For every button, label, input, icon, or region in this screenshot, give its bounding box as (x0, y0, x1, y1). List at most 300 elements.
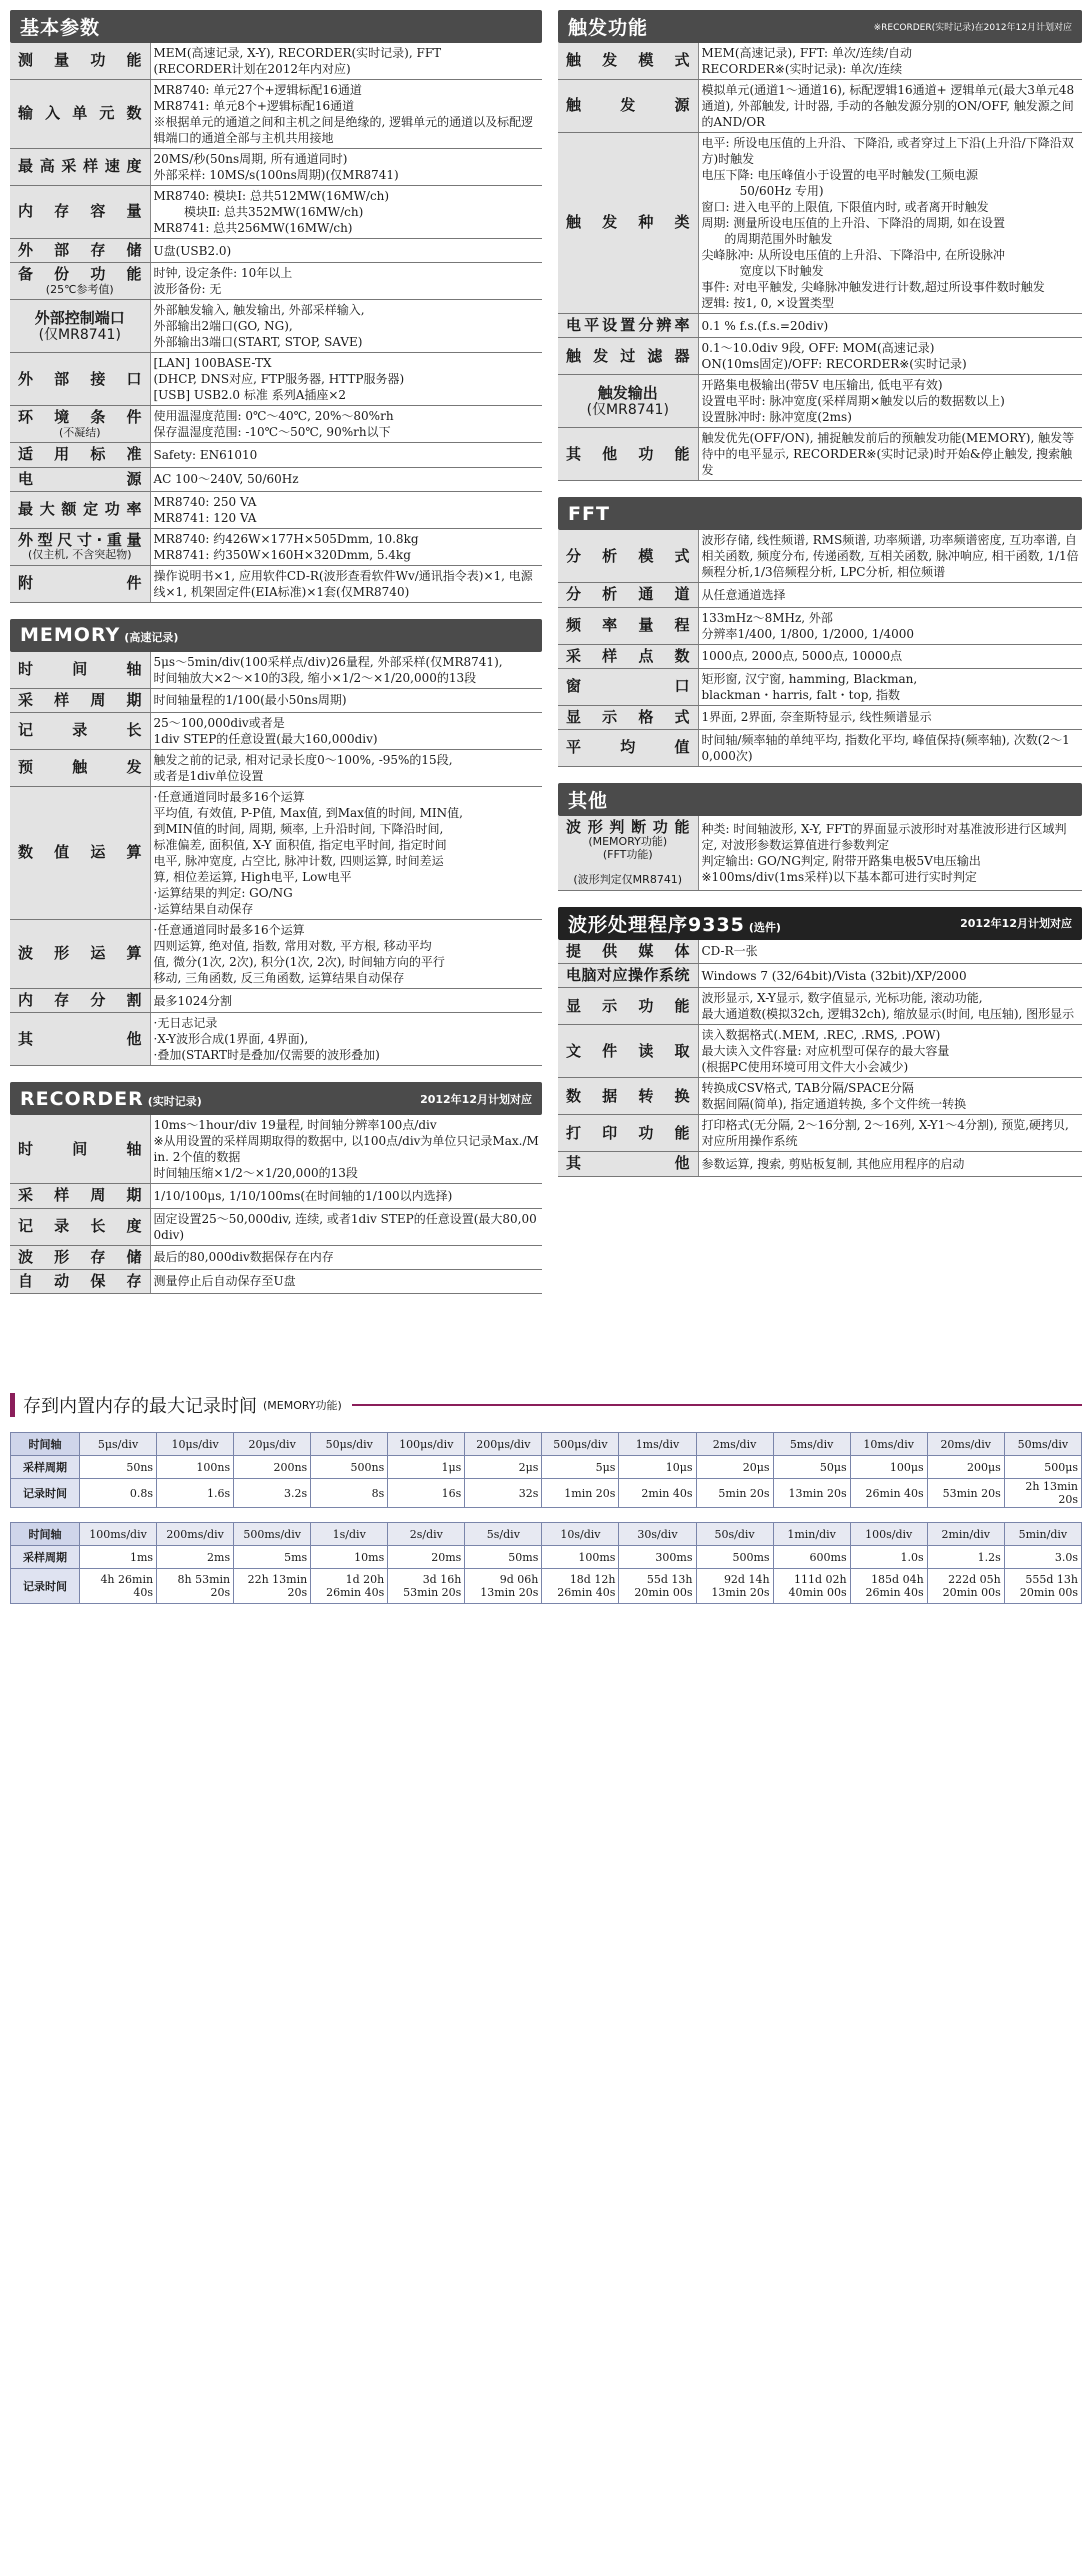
spec-value: 0.1 % f.s.(f.s.=20div) (698, 314, 1082, 338)
spec-row (558, 1115, 1082, 1152)
record-time-cell: 5min/div (1004, 1523, 1081, 1546)
record-time-cell: 10μs/div (157, 1433, 234, 1456)
spec-label (10, 239, 150, 263)
spec-label-text: 记录长度 (18, 1216, 142, 1235)
record-time-cell: 2s/div (388, 1523, 465, 1546)
spec-value: Windows 7 (32/64bit)/Vista (32bit)/XP/2000 (698, 964, 1082, 988)
spec-label (558, 607, 698, 644)
record-time-cell: 20μs (696, 1456, 773, 1479)
spec-label (558, 940, 698, 964)
spec-row (558, 988, 1082, 1025)
spec-row (10, 467, 542, 491)
spec-label (10, 1184, 150, 1208)
spec-label-note: (仅主机, 不含突起物) (27, 548, 132, 562)
record-time-cell: 1ms/div (619, 1433, 696, 1456)
spec-section (558, 497, 1082, 767)
section-header (558, 783, 1082, 816)
record-time-cell: 2min 40s (619, 1479, 696, 1508)
record-time-cell: 2ms/div (696, 1433, 773, 1456)
spec-label-text: 记录长 (18, 721, 142, 740)
section-title: FFT (568, 502, 610, 525)
spec-value: 1000点, 2000点, 5000点, 10000点 (698, 644, 1082, 668)
spec-label-text: 备份功能 (18, 265, 142, 284)
memory-record-time-header (10, 1392, 1082, 1418)
spec-label-text: 内存容量 (18, 202, 142, 221)
section-title: 波形处理程序9335 (568, 913, 745, 936)
spec-row (10, 652, 542, 689)
spec-value: 波形存储, 线性频谱, RMS频谱, 功率频谱, 功率频谱密度, 互功率谱, 自相关函数, 频度分布, 传递函数, 互相关函数, 脉冲响应, 相干函数, 1/1倍频程分析,1/3倍频程分析, LPC分析, 相位频谱 (698, 530, 1082, 583)
section-title: 其他 (568, 790, 609, 812)
record-time-cell: 500μs/div (542, 1433, 619, 1456)
record-time-cell: 5min 20s (696, 1479, 773, 1508)
record-time-cell: 9d 06h 13min 20s (465, 1569, 542, 1604)
spec-label-text: 频率量程 (566, 615, 690, 634)
spec-row (10, 186, 542, 239)
spec-row (558, 428, 1082, 481)
section-header (10, 10, 542, 43)
spec-row (10, 406, 542, 443)
spec-row (558, 530, 1082, 583)
section-subtitle: (选件) (748, 920, 781, 934)
record-time-cell: 26min 40s (850, 1479, 927, 1508)
spec-value: [LAN] 100BASE-TX (DHCP, DNS对应, FTP服务器, HTTP服务器) [USB] USB2.0 标准 系列A插座×2 (150, 353, 542, 406)
record-time-row-label: 采样周期 (11, 1546, 80, 1569)
spec-value: 电平: 所设电压值的上升沿、下降沿, 或者穿过上下沿(上升沿/下降沿双方)时触发 电压下降: 电压峰值小于设置的电平时触发(工频电源 50/60Hz 专用) 窗口: 进入电平的上限值, 下限值内时, 或者离开时触发 周期: 测量所设电压值的上升沿、下降沿的周期, 如在设置 的周期范围外时触发 尖峰脉冲: 从所设电压值的上升沿、下降沿中, 在所设脉冲 宽度以下时触发 事件: 对电平触发, 尖峰脉冲触发进行计数,超过所设事件数时触发 逻辑: 按1, 0, ×设置类型 (698, 133, 1082, 314)
spec-label-note: (25℃参考值) (45, 282, 114, 296)
spec-label-text: 触发种类 (566, 213, 690, 232)
spec-label (558, 1115, 698, 1152)
spec-row (10, 239, 542, 263)
spec-table (558, 530, 1082, 767)
spec-label (558, 988, 698, 1025)
spec-row (10, 989, 542, 1013)
spec-label-text: 波形判断功能 (566, 818, 690, 836)
spec-value: 0.1～10.0div 9段, OFF: MOM(高速记录) ON(10ms固定)/OFF: RECORDER※(实时记录) (698, 338, 1082, 375)
spec-row (558, 730, 1082, 767)
spec-value: CD-R一张 (698, 940, 1082, 964)
left-column (10, 10, 542, 1310)
record-time-cell: 1ms (80, 1546, 157, 1569)
spec-table (558, 43, 1082, 481)
spec-label (558, 43, 698, 80)
spec-value: 开路集电极输出(带5V 电压输出, 低电平有效) 设置电平时: 脉冲宽度(采样周期×触发以后的数据数以上) 设置脉冲时: 脉冲宽度(2ms) (698, 375, 1082, 428)
spec-row (558, 964, 1082, 988)
record-time-cell: 16s (388, 1479, 465, 1508)
spec-label-text: 附件 (18, 574, 142, 593)
spec-row (10, 787, 542, 920)
section-title-group (568, 13, 648, 40)
memory-record-time-section (10, 1392, 1082, 1604)
spec-label-text: 触发源 (566, 96, 690, 115)
record-time-cell: 53min 20s (927, 1479, 1004, 1508)
spec-label (558, 375, 698, 428)
record-time-cell: 8s (311, 1479, 388, 1508)
spec-label (558, 1078, 698, 1115)
spec-value: MEM(高速记录), FFT: 单次/连续/自动 RECORDER※(实时记录): 单次/连续 (698, 43, 1082, 80)
spec-label (558, 705, 698, 729)
spec-label (10, 750, 150, 787)
spec-label (10, 1013, 150, 1066)
spec-value: Safety: EN61010 (150, 443, 542, 467)
spec-row (10, 300, 542, 353)
section-note: 2012年12月计划对应 (960, 917, 1072, 931)
section-title: 基本参数 (20, 17, 101, 39)
section-header (10, 619, 542, 652)
right-column (558, 10, 1082, 1193)
spec-label-text: 环境条件 (18, 408, 142, 427)
record-time-cell: 18d 12h 26min 40s (542, 1569, 619, 1604)
spec-label-text: 外部控制端口 (34, 308, 125, 327)
spec-label (10, 713, 150, 750)
spec-value: 模拟单元(通道1～通道16), 标配逻辑16通道+ 逻辑单元(最大3单元48通道), 外部触发, 计时器, 手动的各触发源分别的ON/OFF, 触发源之间的AND/OR (698, 80, 1082, 133)
record-time-cell: 13min 20s (773, 1479, 850, 1508)
spec-label-text: 预触发 (18, 758, 142, 777)
spec-value: 从任意通道选择 (698, 583, 1082, 607)
spec-label (10, 787, 150, 920)
spec-row (558, 816, 1082, 890)
record-time-cell: 2min/div (927, 1523, 1004, 1546)
spec-value: 种类: 时间轴波形, X-Y, FFT的界面显示波形时对基准波形进行区域判定, 对波形参数运算值进行参数判定 判定输出: GO/NG判定, 附带开路集电极5V电压输出 ※100ms/div(1ms采样)以下基本都可进行实时判定 (698, 816, 1082, 890)
spec-row (10, 1269, 542, 1293)
spec-section (10, 1082, 542, 1294)
spec-row (558, 644, 1082, 668)
spec-row (558, 43, 1082, 80)
spec-row (558, 338, 1082, 375)
spec-value: 使用温湿度范围: 0℃～40℃, 20%～80%rh 保存温湿度范围: -10℃～50℃, 90%rh以下 (150, 406, 542, 443)
spec-value: 固定设置25～50,000div, 连续, 或者1div STEP的任意设置(最大80,000div) (150, 1208, 542, 1245)
spec-label-text: 提供媒体 (566, 941, 690, 960)
record-time-cell: 3d 16h 53min 20s (388, 1569, 465, 1604)
record-time-row (11, 1479, 1082, 1508)
spec-table (10, 43, 542, 603)
spec-label-text: 外部存储 (18, 241, 142, 259)
spec-label (10, 565, 150, 602)
spec-section (558, 907, 1082, 1177)
spec-label (10, 920, 150, 989)
spec-label-text: 触发输出 (597, 383, 658, 402)
spec-label-text: 时间轴 (18, 660, 142, 679)
spec-value: 转换成CSV格式, TAB分隔/SPACE分隔 数据间隔(简单), 指定通道转换, 多个文件统一转换 (698, 1078, 1082, 1115)
spec-label-note: (仅MR8741) (586, 401, 669, 418)
record-time-cell: 2μs (465, 1456, 542, 1479)
record-time-cell: 1min/div (773, 1523, 850, 1546)
accent-bar (10, 1393, 15, 1417)
record-time-row-label: 记录时间 (11, 1569, 80, 1604)
spec-label (10, 43, 150, 80)
spec-label-text: 内存分割 (18, 991, 142, 1009)
spec-label (558, 1152, 698, 1176)
record-time-row-label: 采样周期 (11, 1456, 80, 1479)
spec-table (10, 652, 542, 1067)
record-time-cell: 50μs/div (311, 1433, 388, 1456)
section-title-group (568, 503, 610, 525)
spec-row (10, 750, 542, 787)
record-time-cell: 185d 04h 26min 40s (850, 1569, 927, 1604)
spec-label-text: 其他 (566, 1154, 690, 1173)
spec-row (558, 583, 1082, 607)
spec-row (10, 528, 542, 565)
section-header (558, 907, 1082, 940)
record-time-cell: 5μs/div (80, 1433, 157, 1456)
record-time-cell: 50s/div (696, 1523, 773, 1546)
spec-row (10, 565, 542, 602)
record-time-cell: 200μs/div (465, 1433, 542, 1456)
record-time-cell: 100s/div (850, 1523, 927, 1546)
memory-record-time-tables (10, 1432, 1082, 1604)
spec-value: 最多1024分割 (150, 989, 542, 1013)
record-time-cell: 30s/div (619, 1523, 696, 1546)
spec-label-text: 显示格式 (566, 707, 690, 726)
section-title-group (20, 624, 178, 646)
record-time-row (11, 1433, 1082, 1456)
record-time-cell: 500ms/div (234, 1523, 311, 1546)
spec-value: 操作说明书×1, 应用软件CD-R(波形查看软件Wv/通讯指令表)×1, 电源线×1, 机架固定件(EIA标准)×1套(仅MR8740) (150, 565, 542, 602)
spec-label-text: 分析通道 (566, 585, 690, 604)
spec-label (558, 816, 698, 890)
memory-record-time-title: 存到内置内存的最大记录时间 (23, 1396, 257, 1417)
record-time-cell: 100ns (157, 1456, 234, 1479)
spec-value: AC 100～240V, 50/60Hz (150, 467, 542, 491)
record-time-row-label: 时间轴 (11, 1433, 80, 1456)
spec-row (10, 263, 542, 300)
spec-label (10, 467, 150, 491)
spec-label (10, 688, 150, 712)
spec-value: 参数运算, 搜索, 剪贴板复制, 其他应用程序的启动 (698, 1152, 1082, 1176)
spec-label (10, 443, 150, 467)
record-time-cell: 1s/div (311, 1523, 388, 1546)
spec-label-text: 最大额定功率 (18, 500, 142, 519)
spec-row (10, 920, 542, 989)
spec-label-text: 采样周期 (18, 690, 142, 709)
spec-value: 133mHz～8MHz, 外部 分辨率1/400, 1/800, 1/2000, 1/4000 (698, 607, 1082, 644)
spec-section (10, 619, 542, 1067)
record-time-cell: 92d 14h 13min 20s (696, 1569, 773, 1604)
record-time-cell: 20ms (388, 1546, 465, 1569)
spec-label-text: 外型尺寸·重量 (18, 530, 142, 549)
spec-label-text: 数值运算 (18, 843, 142, 862)
spec-value: 25～100,000div或者是 1div STEP的任意设置(最大160,000div) (150, 713, 542, 750)
spec-value: 触发优先(OFF/ON), 捕捉触发前后的预触发功能(MEMORY), 触发等待中的电平显示, RECORDER※(实时记录)时开始&停止触发, 搜索触发 (698, 428, 1082, 481)
spec-row (10, 1208, 542, 1245)
section-header (558, 497, 1082, 530)
section-title-group (568, 910, 781, 937)
record-time-cell: 500ns (311, 1456, 388, 1479)
spec-row (558, 607, 1082, 644)
record-time-cell: 20ms/div (927, 1433, 1004, 1456)
spec-value: MR8740: 模块Ⅰ: 总共512MW(16MW/ch) 模块Ⅱ: 总共352MW(16MW/ch) MR8741: 总共256MW(16MW/ch) (150, 186, 542, 239)
spec-value: 波形显示, X-Y显示, 数字值显示, 光标功能, 滚动功能, 最大通道数(模拟32ch, 逻辑32ch), 缩放显示(时间, 电压轴), 图形显示 (698, 988, 1082, 1025)
spec-section (558, 10, 1082, 481)
spec-label-text: 波形运算 (18, 944, 142, 963)
spec-value: 外部触发输入, 触发输出, 外部采样输入, 外部输出2端口(GO, NG), 外部输出3端口(START, STOP, SAVE) (150, 300, 542, 353)
spec-table (10, 1115, 542, 1294)
spec-value: ·任意通道同时最多16个运算 四则运算, 绝对值, 指数, 常用对数, 平方根, 移动平均 值, 微分(1次, 2次), 积分(1次, 2次), 时间轴方向的平行 移动, 三角函数, 反三角函数, 运算结果自动保存 (150, 920, 542, 989)
spec-label (10, 263, 150, 300)
record-time-table (10, 1432, 1082, 1508)
spec-label-text: 自动保存 (18, 1271, 142, 1290)
spec-value: U盘(USB2.0) (150, 239, 542, 263)
spec-label (10, 406, 150, 443)
section-title: 触发功能 (568, 17, 649, 39)
spec-row (558, 375, 1082, 428)
section-subtitle: (高速记录) (124, 631, 179, 645)
record-time-cell: 10ms (311, 1546, 388, 1569)
spec-label-text: 触发过滤器 (566, 346, 690, 365)
spec-row (10, 688, 542, 712)
spec-label-text: 采样点数 (566, 646, 690, 665)
spec-value: 5μs～5min/div(100采样点/div)26量程, 外部采样(仅MR8741), 时间轴放大×2～×10的3段, 缩小×1/2～×1/20,000的13段 (150, 652, 542, 689)
section-title: MEMORY (20, 624, 121, 647)
section-subtitle: (实时记录) (147, 1094, 202, 1108)
spec-label (10, 491, 150, 528)
spec-label-text: 波形存储 (18, 1247, 142, 1266)
record-time-cell: 50ms/div (1004, 1433, 1081, 1456)
spec-label (10, 300, 150, 353)
spec-label-text: 输入单元数 (18, 104, 142, 123)
spec-label-text: 电平设置分辨率 (566, 316, 690, 334)
record-time-cell: 5s/div (465, 1523, 542, 1546)
spec-label (558, 530, 698, 583)
spec-label (10, 186, 150, 239)
spec-value: 10ms～1hour/div 19量程, 时间轴分辨率100点/div ※从用设置的采样周期取得的数据中, 以100点/div为单位只记录Max./Min. 2个值的数据 时间轴压缩×1/2～×1/20,000的13段 (150, 1115, 542, 1184)
spec-value: 时间轴量程的1/100(最小50ns周期) (150, 688, 542, 712)
spec-label (558, 1025, 698, 1078)
record-time-cell: 0.8s (80, 1479, 157, 1508)
spec-row (558, 1025, 1082, 1078)
spec-label-text: 电脑对应操作系统 (566, 966, 690, 985)
spec-row (10, 43, 542, 80)
spec-row (10, 1115, 542, 1184)
spec-label (10, 353, 150, 406)
spec-row (558, 133, 1082, 314)
spec-label (558, 80, 698, 133)
spec-label (558, 583, 698, 607)
record-time-cell: 50ns (80, 1456, 157, 1479)
spec-label-text: 时间轴 (18, 1139, 142, 1158)
spec-section (558, 783, 1082, 891)
spec-label (10, 149, 150, 186)
record-time-row-label: 时间轴 (11, 1523, 80, 1546)
record-time-cell: 1.6s (157, 1479, 234, 1508)
spec-label-text: 打印功能 (566, 1123, 690, 1142)
spec-row (10, 713, 542, 750)
spec-row (10, 149, 542, 186)
spec-label-text: 触发模式 (566, 51, 690, 70)
record-time-row (11, 1456, 1082, 1479)
record-time-cell: 20μs/div (234, 1433, 311, 1456)
spec-value: 触发之前的记录, 相对记录长度0～100%, -95%的15段, 或者是1div单位设置 (150, 750, 542, 787)
spec-label-note: (MEMORY功能) (FFT功能) (波形判定仅MR8741) (573, 835, 683, 887)
record-time-cell: 22h 13min 20s (234, 1569, 311, 1604)
spec-label (10, 528, 150, 565)
spec-label (10, 1269, 150, 1293)
spec-label-note: (仅MR8741) (38, 326, 121, 343)
record-time-cell: 1d 20h 26min 40s (311, 1569, 388, 1604)
record-time-cell: 5ms/div (773, 1433, 850, 1456)
section-title: RECORDER (20, 1087, 144, 1110)
spec-label (10, 1208, 150, 1245)
section-note: ※RECORDER(实时记录)在2012年12月计划对应 (873, 23, 1072, 33)
record-time-table (10, 1522, 1082, 1604)
spec-row (558, 668, 1082, 705)
spec-row (10, 353, 542, 406)
spec-label-text: 分析模式 (566, 546, 690, 565)
record-time-cell: 3.0s (1004, 1546, 1081, 1569)
spec-row (558, 1152, 1082, 1176)
spec-value: 时间轴/频率轴的单纯平均, 指数化平均, 峰值保持(频率轴), 次数(2～10,000次) (698, 730, 1082, 767)
spec-label (558, 428, 698, 481)
spec-row (10, 1245, 542, 1269)
record-time-cell: 5ms (234, 1546, 311, 1569)
spec-label-text: 文件读取 (566, 1041, 690, 1060)
spec-row (10, 1184, 542, 1208)
spec-label (10, 989, 150, 1013)
spec-row (558, 705, 1082, 729)
record-time-cell: 50ms (465, 1546, 542, 1569)
spec-value: MR8740: 单元27个+逻辑标配16通道 MR8741: 单元8个+逻辑标配16通道 ※根据单元的通道之间和主机之间是绝缘的, 逻辑单元的通道以及标配逻辑端口的通道全部与主机共用接地 (150, 80, 542, 149)
spec-label (558, 133, 698, 314)
section-title-group (20, 1088, 202, 1110)
spec-label-text: 显示功能 (566, 996, 690, 1015)
record-time-cell: 100μs (850, 1456, 927, 1479)
spec-label-text: 外部接口 (18, 369, 142, 388)
spec-label-note: (不凝结) (58, 425, 101, 439)
spec-label (558, 338, 698, 375)
spec-row (10, 80, 542, 149)
record-time-cell: 5μs (542, 1456, 619, 1479)
spec-value: ·任意通道同时最多16个运算 平均值, 有效值, P-P值, Max值, 到Max值的时间, MIN值, 到MIN值的时间, 周期, 频率, 上升沿时间, 下降沿时间, 标准偏差, 面积值, X-Y 面积值, 指定电平时间, 指定时间 电平, 脉冲宽度, 占空比, 脉冲计数, 四则运算, 时间差运 算, 相位差运算, High电平, Low电平 ·运算结果的判定: GO/NG ·运算结果自动保存 (150, 787, 542, 920)
spec-label (558, 668, 698, 705)
spec-label-text: 其他 (18, 1029, 142, 1048)
record-time-cell: 300ms (619, 1546, 696, 1569)
spec-value: 最后的80,000div数据保存在内存 (150, 1245, 542, 1269)
record-time-cell: 1.0s (850, 1546, 927, 1569)
spec-label (10, 1115, 150, 1184)
section-header (558, 10, 1082, 43)
spec-label-text: 窗口 (566, 677, 690, 696)
spec-label-text: 电源 (18, 469, 142, 488)
spec-row (558, 314, 1082, 338)
spec-section (10, 10, 542, 603)
record-time-cell: 200ns (234, 1456, 311, 1479)
spec-value: 20MS/秒(50ns周期, 所有通道同时) 外部采样: 10MS/s(100ns周期)(仅MR8741) (150, 149, 542, 186)
record-time-row (11, 1546, 1082, 1569)
spec-row (10, 1013, 542, 1066)
record-time-cell: 2h 13min 20s (1004, 1479, 1081, 1508)
spec-row (558, 940, 1082, 964)
spec-value: 测量停止后自动保存至U盘 (150, 1269, 542, 1293)
record-time-cell: 10s/div (542, 1523, 619, 1546)
spec-value: 1/10/100μs, 1/10/100ms(在时间轴的1/100以内选择) (150, 1184, 542, 1208)
record-time-row (11, 1569, 1082, 1604)
spec-row (10, 443, 542, 467)
spec-row (558, 80, 1082, 133)
spec-label (558, 730, 698, 767)
spec-value: 读入数据格式(.MEM, .REC, .RMS, .POW) 最大读入文件容量: 对应机型可保存的最大容量 (根据PC使用环境可用文件大小会减少) (698, 1025, 1082, 1078)
spec-value: MR8740: 约426W×177H×505Dmm, 10.8kg MR8741: 约350W×160H×320Dmm, 5.4kg (150, 528, 542, 565)
record-time-cell: 4h 26min 40s (80, 1569, 157, 1604)
record-time-cell: 200ms/div (157, 1523, 234, 1546)
record-time-cell: 555d 13h 20min 00s (1004, 1569, 1081, 1604)
record-time-cell: 222d 05h 20min 00s (927, 1569, 1004, 1604)
spec-label-text: 测量功能 (18, 51, 142, 70)
spec-value: MEM(高速记录, X-Y), RECORDER(实时记录), FFT (RECORDER计划在2012年内对应) (150, 43, 542, 80)
record-time-cell: 55d 13h 20min 00s (619, 1569, 696, 1604)
record-time-cell: 1min 20s (542, 1479, 619, 1508)
spec-value: 矩形窗, 汉宁窗, hamming, Blackman, blackman・harris, falt・top, 指数 (698, 668, 1082, 705)
spec-label (558, 644, 698, 668)
spec-row (10, 491, 542, 528)
